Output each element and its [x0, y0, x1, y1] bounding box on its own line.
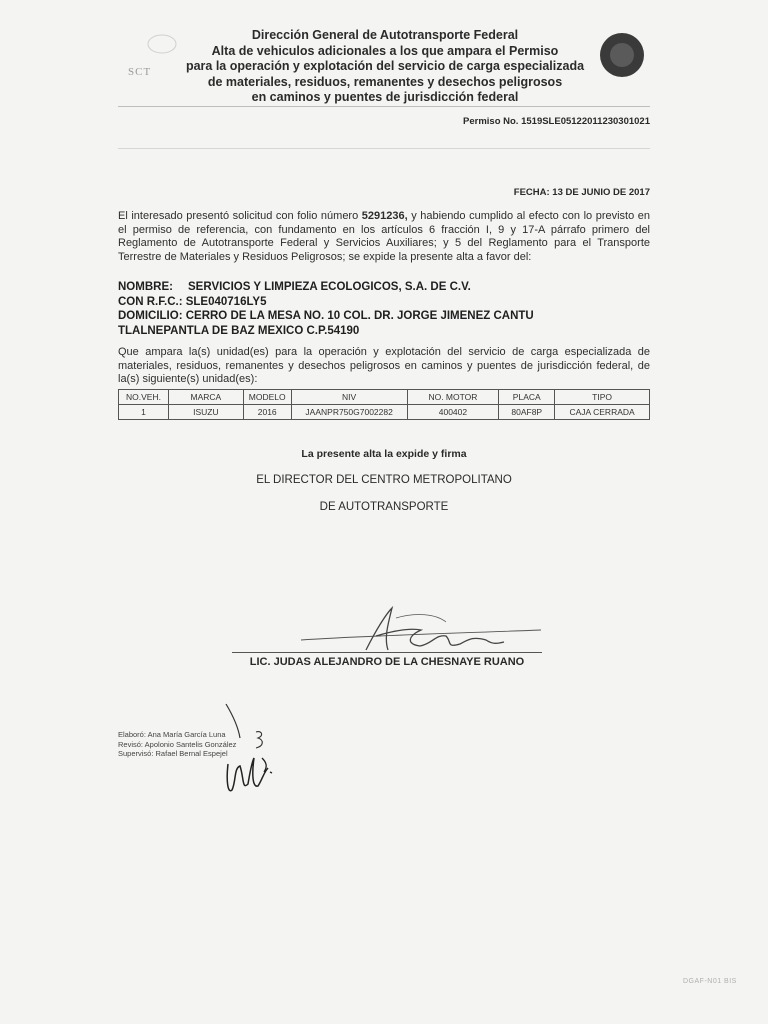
vehicle-table [118, 389, 650, 420]
rfc-line: CON R.F.C.: SLE040716LY5 [118, 295, 267, 308]
table-cell: CAJA CERRADA [555, 405, 650, 420]
signer-name: LIC. JUDAS ALEJANDRO DE LA CHESNAYE RUANO [249, 656, 525, 668]
emblem-icon [600, 33, 644, 77]
director-signature-icon [296, 600, 546, 660]
holder-name: SERVICIOS Y LIMPIEZA ECOLOGICOS, S.A. DE C.V. [188, 281, 471, 293]
document-title [170, 28, 600, 106]
col-header: NO. MOTOR [407, 390, 499, 405]
intro-text-1: El interesado presentó solicitud con folio número [118, 210, 362, 222]
table-cell: 2016 [243, 405, 291, 420]
domicilio-line: DOMICILIO: CERRO DE LA MESA NO. 10 COL. DR. JORGE JIMENEZ CANTU [118, 310, 534, 322]
permit-number: Permiso No. 1519SLE05122011230301021 [463, 116, 650, 127]
form-code: DGAF-N01 BIS [683, 978, 737, 985]
title-line-3: para la operación y explotación del servicio de carga especializada [185, 59, 585, 73]
col-header: NIV [291, 390, 407, 405]
holder-block [118, 280, 534, 338]
credit-elaboro: Elaboró: Ana María García Luna [118, 730, 226, 739]
table-row [119, 405, 650, 420]
table-header-row [119, 390, 650, 405]
nombre-label: NOMBRE: [118, 281, 173, 293]
table-cell: 1 [119, 405, 169, 420]
closing-line-2: EL DIRECTOR DEL CENTRO METROPOLITANO [256, 474, 512, 486]
col-header: MODELO [243, 390, 291, 405]
col-header: TIPO [555, 390, 650, 405]
title-line-1: Dirección General de Autotransporte Federal [251, 28, 519, 42]
table-cell: JAANPR750G7002282 [291, 405, 407, 420]
intro-paragraph [118, 210, 650, 264]
intro-text-2: y habiendo cumplido al efecto con lo previsto en el permiso de referencia, con fundamento en los artículos 6 fracción I, 9 y 17-A párrafo primero del Reglamento de Autotransporte Federal y Servicios Auxiliares; y 5 del Reglamento para el Transporte Terrestre de Materiales y Residuos Peligrosos; se expide la presente alta a favor del: [118, 210, 650, 263]
title-line-5: en caminos y puentes de jurisdicción federal [251, 90, 519, 104]
city-line: TLALNEPANTLA DE BAZ MEXICO C.P.54190 [118, 324, 360, 337]
ampara-paragraph: Que ampara la(s) unidad(es) para la operación y explotación del servicio de carga especializada de materiales, residuos, remanentes y desechos peligrosos en caminos y puentes de jurisdicción federal, de la(s) siguiente(s) unidad(es): [118, 346, 650, 386]
col-header: MARCA [168, 390, 243, 405]
closing-line-1: La presente alta la expide y firma [301, 448, 467, 460]
closing-line-3: DE AUTOTRANSPORTE [319, 501, 449, 513]
table-cell: 80AF8P [499, 405, 555, 420]
col-header: PLACA [499, 390, 555, 405]
col-header: NO.VEH. [119, 390, 169, 405]
title-line-2: Alta de vehiculos adicionales a los que ampara el Permiso [211, 43, 559, 58]
table-cell: 400402 [407, 405, 499, 420]
credit-reviso: Revisó: Apolonio Santelis González [118, 739, 237, 749]
title-line-4: de materiales, residuos, remanentes y desechos peligrosos [207, 74, 563, 89]
permit-divider [118, 148, 650, 149]
folio-number: 5291236, [361, 210, 408, 222]
sct-mark: SCT [128, 66, 152, 78]
initials-signature-icon [218, 702, 278, 812]
credit-superviso: Supervisó: Rafael Bernal Espejel [118, 749, 228, 758]
table-cell: ISUZU [168, 405, 243, 420]
header-divider [118, 106, 650, 107]
signature-line [232, 652, 542, 653]
issue-date: FECHA: 13 DE JUNIO DE 2017 [513, 187, 650, 198]
